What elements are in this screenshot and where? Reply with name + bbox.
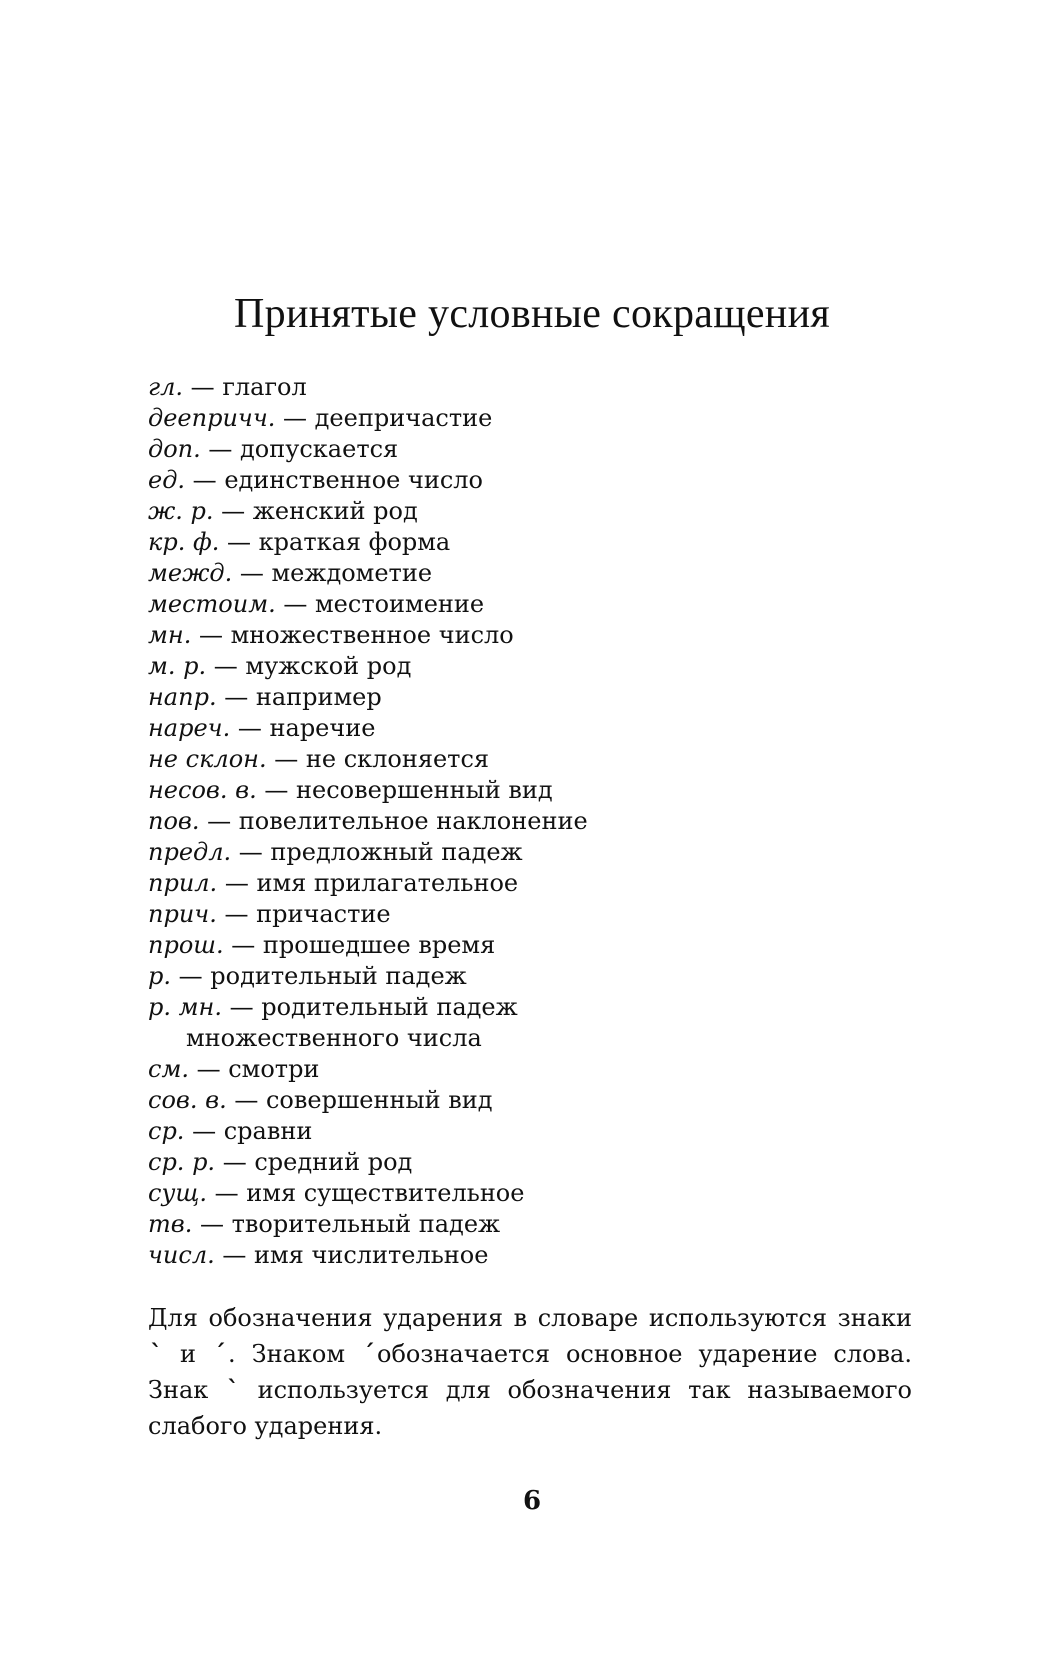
dash-separator: — xyxy=(266,745,306,773)
list-item xyxy=(148,558,928,589)
abbreviation: ж. р. xyxy=(148,497,214,525)
list-item xyxy=(148,992,928,1054)
grave-accent-mark: ` xyxy=(150,1339,162,1368)
meaning: родительный падеж xyxy=(210,962,467,990)
abbreviation: ср. xyxy=(148,1117,185,1145)
abbreviation: пов. xyxy=(148,807,200,835)
meaning: междометие xyxy=(271,559,433,587)
acute-accent-mark: ´ xyxy=(363,1339,375,1368)
abbreviation: ед. xyxy=(148,466,186,494)
meaning: имя прилагательное xyxy=(256,869,519,897)
dash-separator: — xyxy=(171,962,211,990)
meaning: причастие xyxy=(256,900,391,928)
list-item xyxy=(148,837,928,868)
meaning: повелительное наклонение xyxy=(238,807,588,835)
abbreviation: напр. xyxy=(148,683,217,711)
list-item xyxy=(148,403,928,434)
dash-separator: — xyxy=(184,1117,224,1145)
meaning: совершенный вид xyxy=(265,1086,493,1114)
meaning: несовершенный вид xyxy=(296,776,553,804)
meaning: глагол xyxy=(222,373,307,401)
note-text-and: и xyxy=(180,1340,196,1368)
dash-separator: — xyxy=(232,559,272,587)
list-item xyxy=(148,682,928,713)
list-item xyxy=(148,930,928,961)
abbreviation: местоим. xyxy=(148,590,276,618)
list-item xyxy=(148,1054,928,1085)
meaning: средний род xyxy=(254,1148,413,1176)
dash-separator: — xyxy=(221,993,262,1021)
meaning: родительный падеж xyxy=(261,993,518,1021)
dash-separator: — xyxy=(185,466,225,494)
meaning: не склоняется xyxy=(305,745,490,773)
meaning: краткая форма xyxy=(258,528,451,556)
list-item xyxy=(148,527,928,558)
abbreviation: прил. xyxy=(148,869,218,897)
list-item xyxy=(148,651,928,682)
list-item xyxy=(148,372,928,403)
list-item xyxy=(148,434,928,465)
dash-separator: — xyxy=(207,1179,247,1207)
abbreviation: межд. xyxy=(148,559,233,587)
meaning-continuation: множественного числа xyxy=(186,1024,482,1052)
abbreviation: м. р. xyxy=(148,652,207,680)
list-item xyxy=(148,961,928,992)
abbreviation: р. мн. xyxy=(148,993,222,1021)
meaning: имя существительное xyxy=(246,1179,525,1207)
dash-separator: — xyxy=(216,900,257,928)
abbreviation: тв. xyxy=(148,1210,193,1238)
meaning: предложный падеж xyxy=(270,838,523,866)
abbreviation: несов. в. xyxy=(148,776,257,804)
meaning: например xyxy=(255,683,382,711)
meaning: смотри xyxy=(228,1055,320,1083)
meaning: деепричастие xyxy=(314,404,493,432)
dash-separator: — xyxy=(183,373,223,401)
dash-separator: — xyxy=(275,404,315,432)
dash-separator: — xyxy=(188,1055,229,1083)
dash-separator: — xyxy=(217,869,257,897)
dash-separator: — xyxy=(275,590,315,618)
abbreviation: не склон. xyxy=(148,745,267,773)
list-item xyxy=(148,1209,928,1240)
abbreviation: ср. р. xyxy=(148,1148,216,1176)
meaning: местоимение xyxy=(315,590,485,618)
list-item xyxy=(148,775,928,806)
dash-separator: — xyxy=(215,1148,255,1176)
dash-separator: — xyxy=(199,807,239,835)
meaning: имя числительное xyxy=(254,1241,489,1269)
dash-separator: — xyxy=(213,497,253,525)
grave-accent-mark: ` xyxy=(226,1375,239,1404)
dash-separator: — xyxy=(206,652,246,680)
list-item xyxy=(148,899,928,930)
note-text-part2: . Знаком xyxy=(228,1340,345,1368)
list-item xyxy=(148,713,928,744)
dash-separator: — xyxy=(192,1210,232,1238)
dash-separator: — xyxy=(214,1241,255,1269)
list-item xyxy=(148,1178,928,1209)
list-item xyxy=(148,496,928,527)
list-item xyxy=(148,1116,928,1147)
dash-separator: — xyxy=(223,931,263,959)
list-item xyxy=(148,868,928,899)
meaning: наречие xyxy=(269,714,376,742)
page-number: 6 xyxy=(522,1486,542,1516)
list-item xyxy=(148,1147,928,1178)
abbreviation: кр. ф. xyxy=(148,528,220,556)
abbreviation: мн. xyxy=(148,621,192,649)
meaning: допускается xyxy=(240,435,399,463)
list-item xyxy=(148,744,928,775)
abbreviation: нареч. xyxy=(148,714,231,742)
abbreviation: гл. xyxy=(148,373,184,401)
dash-separator: — xyxy=(216,683,256,711)
meaning: сравни xyxy=(223,1117,313,1145)
stress-note xyxy=(148,1300,912,1444)
list-item xyxy=(148,589,928,620)
abbreviation: прош. xyxy=(148,931,224,959)
dash-separator: — xyxy=(226,1086,266,1114)
abbreviation: сов. в. xyxy=(148,1086,227,1114)
meaning: прошедшее время xyxy=(262,931,496,959)
note-text-part1: Для обозначения ударения в словаре используются знаки xyxy=(148,1304,912,1332)
abbreviation: р. xyxy=(148,962,171,990)
abbreviation: деепричч. xyxy=(148,404,276,432)
abbreviation: см. xyxy=(148,1055,189,1083)
list-item xyxy=(148,806,928,837)
note-text-part4: используется для обозначения так называемого слабого ударения. xyxy=(148,1376,912,1440)
list-item xyxy=(148,1085,928,1116)
list-item xyxy=(148,465,928,496)
dash-separator: — xyxy=(230,714,270,742)
meaning: женский род xyxy=(252,497,418,525)
dash-separator: — xyxy=(200,435,241,463)
meaning: множественное число xyxy=(230,621,514,649)
abbreviation: числ. xyxy=(148,1241,215,1269)
dash-separator: — xyxy=(231,838,271,866)
abbreviation: сущ. xyxy=(148,1179,208,1207)
acute-accent-mark: ´ xyxy=(214,1339,226,1368)
abbreviation-list xyxy=(148,372,928,1271)
page-title: Принятые условные сокращения xyxy=(234,291,830,337)
list-item xyxy=(148,620,928,651)
dash-separator: — xyxy=(256,776,296,804)
meaning: творительный падеж xyxy=(231,1210,501,1238)
abbreviation: доп. xyxy=(148,435,201,463)
list-item xyxy=(148,1240,928,1271)
dash-separator: — xyxy=(191,621,231,649)
note-text-part3: обозначается основное ударение слова. Знак xyxy=(148,1340,912,1404)
meaning: единственное число xyxy=(224,466,483,494)
abbreviation: предл. xyxy=(148,838,232,866)
dash-separator: — xyxy=(219,528,259,556)
abbreviation: прич. xyxy=(148,900,217,928)
meaning: мужской род xyxy=(245,652,412,680)
